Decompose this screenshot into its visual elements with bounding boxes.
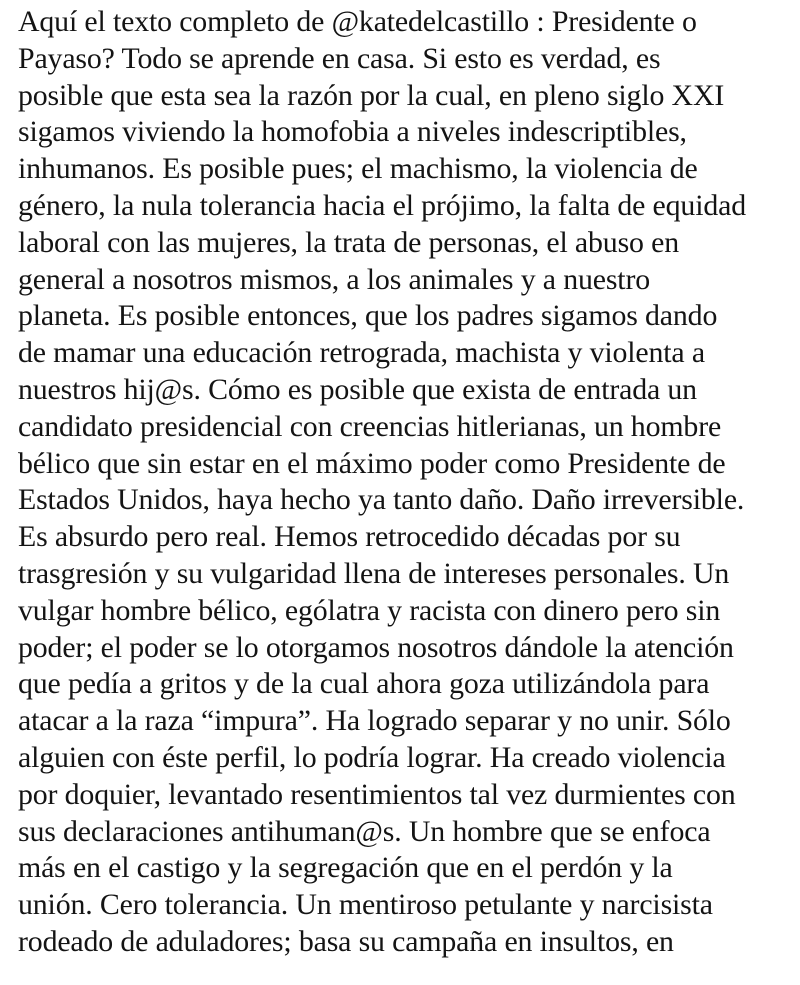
text-line: vulgar hombre bélico, ególatra y racista con dinero pero sin [18, 593, 721, 627]
text-line: Es absurdo pero real. Hemos retrocedido décadas por su [18, 520, 681, 554]
text-line: poder; el poder se lo otorgamos nosotros dándole la atención [18, 630, 734, 664]
text-line: Aquí el texto completo de @katedelcastillo : Presidente o [18, 5, 697, 38]
text-line: Estados Unidos, haya hecho ya tanto daño. Daño irreversible. [18, 483, 745, 517]
text-line: género, la nula tolerancia hacia el prójimo, la falta de equidad [18, 188, 747, 222]
text-line: alguien con éste perfil, lo podría lograr. Ha creado violencia [18, 740, 726, 774]
text-line: candidato presidencial con creencias hitlerianas, un hombre [18, 409, 722, 443]
text-line: rodeado de aduladores; basa su campaña en insultos, en [18, 924, 674, 958]
text-line: inhumanos. Es posible pues; el machismo, la violencia de [18, 152, 698, 186]
text-line: posible que esta sea la razón por la cual, en pleno siglo XXI [18, 78, 725, 112]
text-line: sigamos viviendo la homofobia a niveles indescriptibles, [18, 115, 687, 149]
text-line: más en el castigo y la segregación que en el perdón y la [18, 851, 673, 885]
text-line: por doquier, levantado resentimientos tal vez durmientes con [18, 777, 736, 811]
text-line: atacar a la raza “impura”. Ha logrado separar y no unir. Sólo [18, 704, 731, 738]
text-line: bélico que sin estar en el máximo poder como Presidente de [18, 446, 726, 480]
text-line: que pedía a gritos y de la cual ahora goza utilizándola para [18, 667, 710, 701]
text-line: planeta. Es posible entonces, que los padres sigamos dando [18, 299, 718, 333]
text-line: trasgresión y su vulgaridad llena de intereses personales. Un [18, 556, 730, 590]
text-line: de mamar una educación retrograda, machista y violenta a [18, 336, 705, 370]
text-line: unión. Cero tolerancia. Un mentiroso petulante y narcisista [18, 888, 713, 922]
text-line: general a nosotros mismos, a los animales y a nuestro [18, 262, 651, 296]
text-line: nuestros hij@s. Cómo es posible que exista de entrada un [18, 372, 697, 406]
article-text [18, 4, 800, 961]
text-line: laboral con las mujeres, la trata de personas, el abuso en [18, 225, 680, 259]
text-line: sus declaraciones antihuman@s. Un hombre que se enfoca [18, 814, 711, 848]
text-line: Payaso? Todo se aprende en casa. Si esto es verdad, es [18, 41, 661, 75]
